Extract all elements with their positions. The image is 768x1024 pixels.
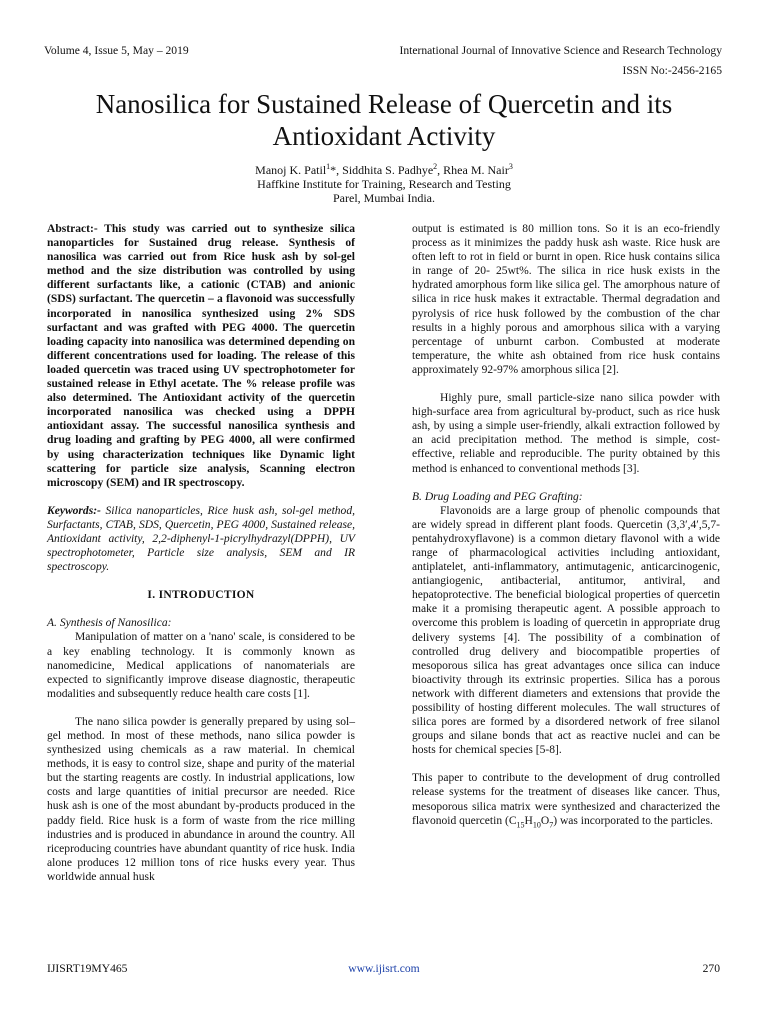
running-header-volume: Volume 4, Issue 5, May – 2019 [44,44,189,57]
author-block [0,163,768,205]
author-names: Manoj K. Patil$^1$*, Siddhita S. Padhye$^2$, Rhea M. Nair$^3$ [255,162,513,177]
title-line-2: Antioxidant Activity [272,121,496,151]
intro-paragraph-4: Flavonoids are a large group of phenolic compounds that are widely spread in different plant foods. Quercetin (3,3′,4′,5,7-pentahydroxyflavone) is a common dietary flavonol with a wide range of pharmacological activities including antioxidant, antiplatelet, anti-inflammatory, antimutagenic, anticarcinogenic, antiangiogenic, antibacterial, antitumor, antiviral, and hepatoprotective. The beneficial biological properties of quercetin make it a promising therapeutic agent. A possible approach to overcome this problem is loading of quercetin in appropriate drug delivery systems [4]. The possibility of a combination of controlled drug delivery and biocompatible properties of mesoporous silica has great advantages once silica can induce bioactivity through its extrinsic properties. Silica has a porous network with different diameters and extensions that provide the possibility of hosting different molecules. The wall structures of silica pores are formed by a disordered network of free silanol groups and silane bonds that act as reactive nuclei and can be hosts for chemical species [5-8]. [412,504,720,757]
footer-website-link[interactable]: www.ijisrt.com [348,962,420,975]
left-column [47,222,355,884]
intro-paragraph-5: This paper to contribute to the development of drug controlled release systems for the treatment of diseases like cancer. Thus, mesoporous silica matrix were synthesized and characterized the flavonoid quercetin $(C_{15}H_{10}O_7)$ was incorporated to the particles. [412,772,720,829]
title-line-1: Nanosilica for Sustained Release of Quercetin and its [95,89,673,119]
keywords-text: Silica nanoparticles, Rice husk ash, sol-gel method, Surfactants, CTAB, SDS, Quercetin, PEG 4000, Sustained release, Antioxidant activity, 2,2-diphenyl-1-picrylhydrazyl(DPPH), UV spectrophotometer, Particle size analysis, SEM and IR spectroscopy. [47,504,355,574]
running-header-journal: International Journal of Innovative Science and Research Technology [399,44,722,57]
abstract-paragraph [47,222,355,490]
intro-paragraph-2: The nano silica powder is generally prepared by using sol–gel method. In most of these methods, nano silica powder is synthesized using chemicals as a raw material. In chemical methods, it is easy to control size, shape and purity of the material but the starting reagents are costly. In industrial applications, low costs and large quantities of initial precursor are needed. Rice husk ash is one of the most abundant by-products produced in the paddy field. Rice husk is a form of waste from the rice milling industries and is produced in abundance in around the country. All riceproducing countries have abundant quantity of rice husk. India alone produces 12 million tons of rice husks every year. Thus worldwide annual husk [47,715,355,883]
paper-title [20,88,748,152]
subsection-heading-drug-loading: B. Drug Loading and PEG Grafting: [412,490,583,503]
keywords-paragraph [47,504,355,574]
intro-paragraph-2-continued: output is estimated is 80 million tons. So it is an eco-friendly process as it minimizes the paddy husk ash waste. Rice husk are often left to rot in field or burnt in open. Rice husk contains silica in range of 20- 25wt%. The silica in rice husk exists in the hydrated amorphous form like silica gel. The amorphous nature of silica in rice husk makes it extractable. Thermal degradation and pyrolysis of rice husk followed by the combustion of the char results in a highly porous and amorphous silica with a varying percentage of unburnt carbon. Combusted at moderate temperature, the white ash obtained from rice husk contains approximately 92-97% amorphous silica [2]. [412,223,720,376]
right-column [412,222,720,828]
subsection-heading-synthesis: A. Synthesis of Nanosilica: [47,617,172,630]
intro-paragraph-3: Highly pure, small particle-size nano silica powder with high-surface area from agricultural by-product, such as rice husk ash, by using a simple user-friendly, alkali extraction followed by an acid precipitation method. The method is simple, cost-effective, reliable and reproducible. The purity obtained by this method is enhanced to conventional methods [3]. [412,392,720,475]
keywords-label: Keywords:- [47,504,101,517]
section-heading-introduction: I. INTRODUCTION [147,589,255,602]
affiliation-line-2: Parel, Mumbai India. [333,191,435,205]
affiliation-line-1: Haffkine Institute for Training, Research and Testing [257,177,511,191]
issn-label: ISSN No:-2456-2165 [622,64,722,77]
abstract-label: Abstract:- [47,223,98,235]
abstract-text: This study was carried out to synthesize silica nanoparticles for Sustained drug release. Synthesis of nanosilica was carried out from Rice husk ash by sol-gel method and the size distribution was controlled by using different surfactants like, a cationic (CTAB) and anionic (SDS) surfactant. The quercetin – a flavonoid was successfully incorporated in nanosilica synthesized using 2% SDS surfactant and was grafted with PEG 4000. The quercetin loading capacity into nanosilica was determined depending on different concentrations used for loading. The release of this loaded quercetin was traced using UV spectrophotometer for sustained release in Ethyl acetate. The % release profile was also determined. The Antioxidant activity of the quercetin incorporated nanosilica was checked using a DPPH antioxidant assay. The successful nanosilica synthesis and drug loading and grafting by PEG 4000, all were confirmed by using characterization techniques like Dynamic light scattering for particle size analysis, Scanning electron microscopy (SEM) and IR spectroscopy. [47,223,355,489]
footer-paper-id: IJISRT19MY465 [47,962,128,975]
intro-paragraph-1: Manipulation of matter on a 'nano' scale, is considered to be a key enabling technology. It is commonly known as nanomedicine, Medical applications of nanomaterials are expected to significantly improve disease diagnostic, therapeutic modalities and subsequently reduce health care costs [1]. [47,631,355,700]
footer-page-number: 270 [702,962,720,975]
